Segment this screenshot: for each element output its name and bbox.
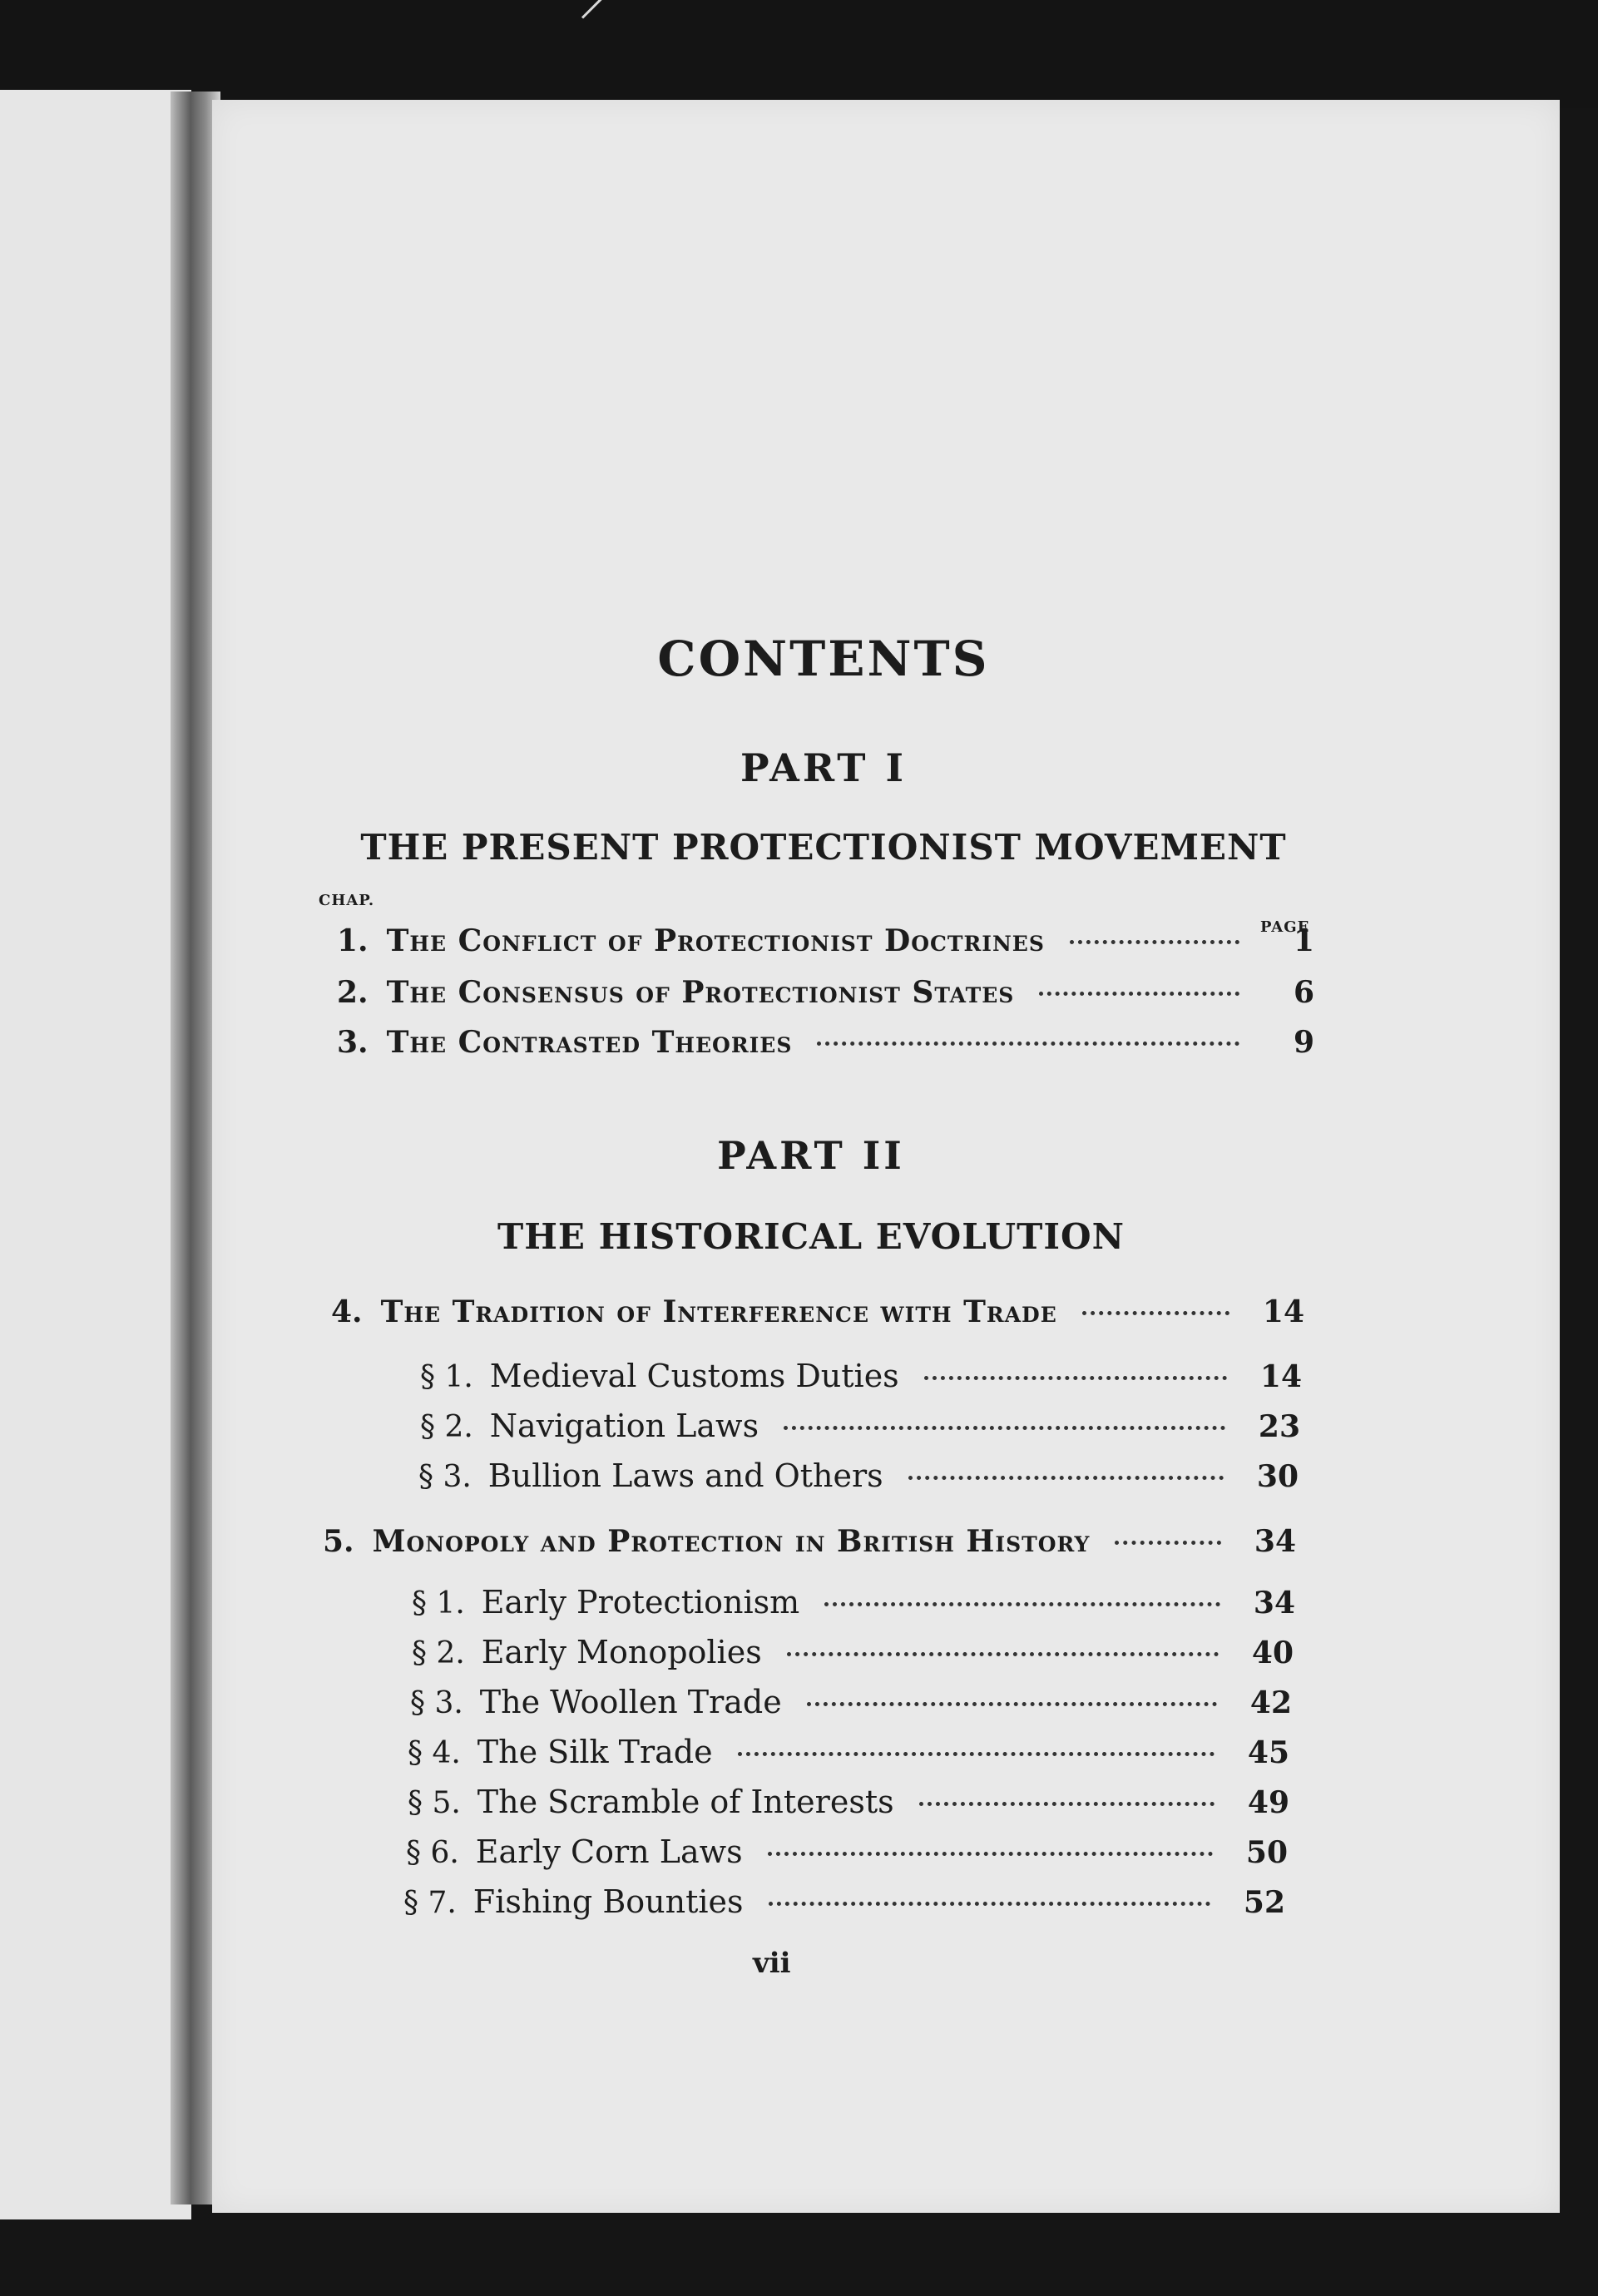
page-number: 23	[1258, 1409, 1300, 1444]
page-number: 9	[1293, 1025, 1314, 1060]
toc-entry-section[interactable]	[408, 1734, 1289, 1784]
page-number: 14	[1262, 1294, 1304, 1329]
dot-leader	[924, 1369, 1227, 1380]
section-title: Fishing Bounties	[472, 1883, 744, 1920]
page-number: 45	[1247, 1735, 1289, 1770]
chapter-title: The Consensus of Protectionist States	[386, 975, 1015, 1010]
toc-entry-section[interactable]	[410, 1684, 1292, 1734]
section-number: § 1.	[412, 1586, 465, 1621]
toc-entry-chapter-3[interactable]	[337, 1025, 1314, 1075]
section-number: § 5.	[408, 1786, 461, 1820]
section-number: § 7.	[403, 1886, 457, 1920]
page-number: 1	[1293, 923, 1314, 958]
section-title: The Silk Trade	[477, 1734, 713, 1770]
dot-leader	[1039, 985, 1239, 996]
page-number: 40	[1251, 1635, 1294, 1670]
chapter-title: Monopoly and Protection in British History	[372, 1524, 1091, 1559]
dot-leader	[817, 1035, 1239, 1046]
page-number: 42	[1249, 1685, 1292, 1720]
dot-leader	[787, 1645, 1219, 1656]
toc-entry-section[interactable]	[403, 1883, 1285, 1933]
section-title: Bullion Laws and Others	[487, 1457, 883, 1494]
toc-entry-chapter-4[interactable]	[331, 1294, 1304, 1344]
section-title: The Scramble of Interests	[477, 1784, 894, 1820]
toc-entry-section[interactable]	[412, 1634, 1294, 1684]
part-1-subtitle: THE PRESENT PROTECTIONIST MOVEMENT	[360, 827, 1287, 868]
toc-entry-section[interactable]	[412, 1584, 1295, 1634]
toc-entry-section[interactable]	[420, 1358, 1302, 1408]
toc-entry-section[interactable]	[408, 1784, 1289, 1833]
dot-leader	[807, 1695, 1217, 1706]
page-number: 34	[1253, 1586, 1295, 1621]
toc-entry-section[interactable]	[420, 1408, 1300, 1457]
dot-leader	[1115, 1534, 1221, 1545]
page-number: 14	[1259, 1359, 1302, 1394]
dot-leader	[824, 1596, 1220, 1606]
dot-leader	[784, 1419, 1225, 1430]
page-number: 30	[1256, 1459, 1299, 1494]
chapter-title: The Contrasted Theories	[386, 1025, 793, 1060]
dot-leader	[738, 1745, 1215, 1756]
page-number: 50	[1245, 1835, 1288, 1870]
toc-entry-chapter-1[interactable]	[337, 923, 1314, 973]
part-2-heading: PART II	[717, 1133, 905, 1178]
chapter-number: 3.	[337, 1025, 369, 1060]
section-number: § 2.	[412, 1636, 465, 1670]
section-title: Early Protectionism	[481, 1584, 800, 1621]
section-number: § 3.	[410, 1686, 463, 1720]
section-number: § 2.	[420, 1410, 473, 1444]
toc-entry-chapter-2[interactable]	[337, 975, 1314, 1025]
page-folio: vii	[753, 1947, 791, 1980]
dot-leader	[769, 1895, 1211, 1906]
section-title: Early Monopolies	[481, 1634, 762, 1670]
toc-entry-section[interactable]	[418, 1457, 1299, 1507]
dot-leader	[908, 1469, 1224, 1480]
section-number: § 4.	[408, 1736, 461, 1770]
dot-leader	[919, 1795, 1215, 1806]
toc-entry-chapter-5[interactable]	[323, 1524, 1296, 1574]
chapter-number: 2.	[337, 975, 369, 1010]
section-title: Medieval Customs Duties	[489, 1358, 899, 1394]
page-number: 34	[1254, 1524, 1296, 1559]
chapter-number: 5.	[323, 1524, 354, 1559]
page-column-label: PAGE	[1260, 918, 1310, 936]
chapter-number: 1.	[337, 923, 369, 958]
section-title: Navigation Laws	[489, 1408, 759, 1444]
chap-column-label: CHAP.	[319, 892, 375, 909]
section-number: § 3.	[418, 1460, 472, 1494]
page-number: 49	[1247, 1785, 1289, 1820]
section-number: § 1.	[420, 1360, 473, 1394]
page-number: 6	[1293, 975, 1314, 1010]
chapter-number: 4.	[331, 1294, 363, 1329]
section-number: § 6.	[406, 1836, 459, 1870]
dot-leader	[1070, 933, 1239, 944]
section-title: The Woollen Trade	[479, 1684, 782, 1720]
dot-leader	[768, 1845, 1213, 1856]
part-2-subtitle: THE HISTORICAL EVOLUTION	[497, 1216, 1125, 1257]
contents-heading: CONTENTS	[657, 631, 990, 687]
dot-leader	[1082, 1304, 1229, 1315]
section-title: Early Corn Laws	[475, 1833, 743, 1870]
chapter-title: The Tradition of Interference with Trade	[380, 1294, 1057, 1329]
page-number: 52	[1243, 1885, 1285, 1920]
part-1-heading: PART I	[740, 745, 908, 790]
chapter-title: The Conflict of Protectionist Doctrines	[386, 923, 1045, 958]
toc-entry-section[interactable]	[406, 1833, 1288, 1883]
